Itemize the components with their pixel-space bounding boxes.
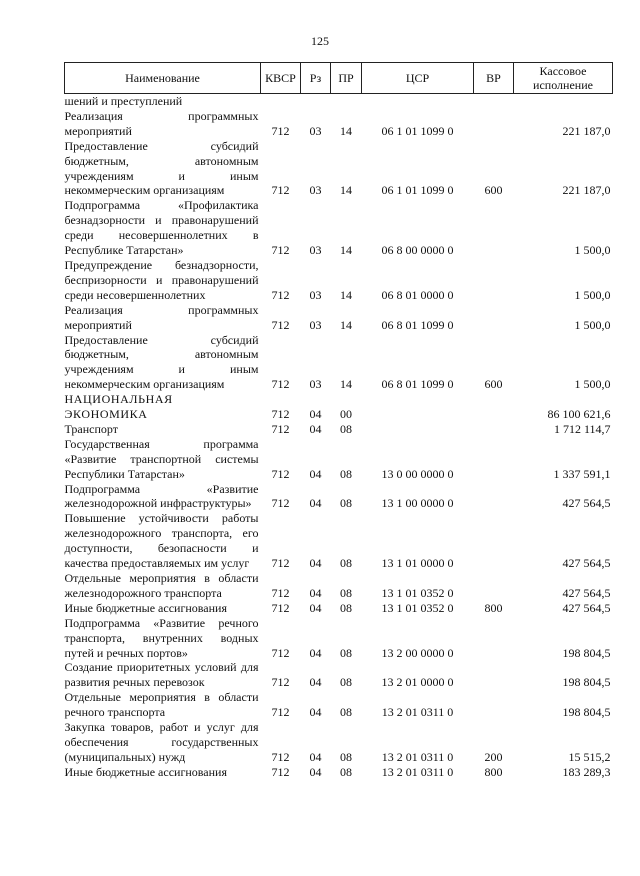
cell-amount: 1 500,0 (574, 287, 611, 302)
cell-vr (474, 303, 514, 333)
cell-amount: 427 564,5 (562, 496, 611, 511)
cell-pr: 14 (340, 123, 352, 138)
cell-amount (514, 94, 613, 109)
table-row (65, 422, 613, 437)
cell-rz: 03 (309, 123, 322, 138)
cell-vr (474, 392, 514, 422)
cell-csr (362, 94, 474, 109)
cell-csr: 06 8 01 0000 0 (381, 287, 454, 302)
cell-pr: 08 (340, 705, 352, 720)
cell-amount: 221 187,0 (562, 183, 611, 198)
table-row (65, 690, 613, 720)
cell-name: Создание приоритетных условий для развития речных перевозок (64, 660, 259, 690)
cell-kvsr: 712 (271, 600, 290, 615)
cell-vr (474, 660, 514, 690)
table-row (65, 392, 613, 422)
cell-amount: 198 804,5 (562, 645, 611, 660)
cell-vr (474, 422, 514, 437)
table-row (65, 437, 613, 482)
cell-rz: 04 (309, 705, 322, 720)
cell-csr: 06 8 01 1099 0 (381, 377, 454, 392)
table-header (65, 63, 613, 94)
cell-csr: 13 1 01 0352 0 (381, 585, 454, 600)
cell-kvsr (261, 94, 301, 109)
cell-name: Закупка товаров, работ и услуг для обеспечения государственных (муниципальных) нужд (64, 720, 259, 764)
cell-kvsr: 712 (271, 243, 290, 258)
cell-vr: 800 (484, 764, 503, 779)
table-row (65, 765, 613, 780)
cell-kvsr: 712 (271, 645, 290, 660)
cell-name: Транспорт (64, 421, 118, 436)
header-kvsr: КВСР (261, 63, 301, 94)
cell-amount: 198 804,5 (562, 705, 611, 720)
cell-csr: 13 2 00 0000 0 (381, 645, 454, 660)
cell-rz: 03 (309, 243, 322, 258)
table-row (65, 258, 613, 303)
cell-csr: 13 2 01 0311 0 (381, 705, 454, 720)
table-row (65, 303, 613, 333)
cell-vr (474, 616, 514, 661)
cell-pr: 08 (340, 585, 352, 600)
cell-name: Подпрограмма «Развитие речного транспорта, внутренних водных путей и речных портов» (64, 615, 259, 660)
cell-name: Подпрограмма «Профилактика безнадзорности и правонарушений среди несовершеннолетних в Республике Татарстан» (64, 198, 259, 258)
header-execution-line2: исполнение (533, 78, 593, 92)
cell-amount: 427 564,5 (562, 585, 611, 600)
cell-vr (474, 109, 514, 139)
cell-vr (474, 482, 514, 512)
cell-amount: 1 500,0 (574, 243, 611, 258)
cell-rz (301, 94, 331, 109)
cell-vr: 600 (484, 183, 503, 198)
cell-pr: 08 (340, 556, 352, 571)
cell-csr (362, 392, 474, 422)
cell-name: Реализация программных мероприятий (64, 302, 259, 332)
cell-vr: 200 (484, 749, 503, 764)
cell-rz: 04 (309, 600, 322, 615)
cell-amount: 1 712 114,7 (553, 421, 611, 436)
cell-kvsr: 712 (271, 183, 290, 198)
cell-csr: 13 2 01 0000 0 (381, 675, 454, 690)
cell-kvsr: 712 (271, 675, 290, 690)
cell-csr: 13 1 01 0352 0 (381, 600, 454, 615)
cell-pr: 00 (340, 407, 352, 422)
cell-csr: 06 8 00 0000 0 (381, 243, 454, 258)
cell-csr (362, 422, 474, 437)
cell-rz: 04 (309, 556, 322, 571)
table-row (65, 511, 613, 571)
header-csr: ЦСР (362, 63, 474, 94)
cell-pr: 14 (340, 183, 352, 198)
cell-kvsr: 712 (271, 705, 290, 720)
cell-name: Предоставление субсидий бюджетным, автономным учреждениям и иным некоммерческим организациям (64, 332, 259, 392)
cell-name: НАЦИОНАЛЬНАЯ ЭКОНОМИКА (64, 392, 173, 422)
cell-rz: 03 (309, 317, 322, 332)
header-execution (514, 63, 613, 94)
page-number: 125 (311, 34, 329, 48)
table-row (65, 198, 613, 258)
header-execution-line1: Кассовое (539, 64, 587, 78)
cell-pr: 14 (340, 317, 352, 332)
cell-kvsr: 712 (271, 585, 290, 600)
cell-rz: 04 (309, 496, 322, 511)
cell-csr: 13 0 00 0000 0 (381, 466, 454, 481)
table-row (65, 333, 613, 393)
cell-name: шений и преступлений (64, 94, 183, 108)
cell-kvsr: 712 (271, 466, 290, 481)
cell-amount: 198 804,5 (562, 675, 611, 690)
cell-pr: 14 (340, 377, 352, 392)
cell-vr (474, 437, 514, 482)
cell-kvsr: 712 (271, 123, 290, 138)
cell-vr (474, 690, 514, 720)
cell-amount: 15 515,2 (568, 749, 611, 764)
cell-kvsr: 712 (271, 407, 290, 422)
cell-csr: 06 1 01 1099 0 (381, 123, 454, 138)
cell-pr: 08 (340, 421, 352, 436)
cell-amount: 221 187,0 (562, 123, 611, 138)
cell-rz: 03 (309, 377, 322, 392)
cell-vr (474, 94, 514, 109)
cell-name: Отдельные мероприятия в области речного транспорта (64, 690, 259, 720)
table-row (65, 601, 613, 616)
budget-execution-table (64, 62, 613, 780)
cell-csr: 13 2 01 0311 0 (381, 764, 454, 779)
table-row (65, 616, 613, 661)
cell-pr: 08 (340, 764, 352, 779)
cell-vr: 600 (484, 377, 503, 392)
table-row (65, 94, 613, 109)
cell-name: Государственная программа «Развитие транспортной системы Республики Татарстан» (64, 436, 259, 481)
cell-name: Реализация программных мероприятий (64, 108, 259, 138)
cell-name: Иные бюджетные ассигнования (64, 764, 227, 779)
cell-amount: 1 500,0 (574, 377, 611, 392)
cell-pr: 08 (340, 496, 352, 511)
cell-vr (474, 571, 514, 601)
cell-kvsr: 712 (271, 496, 290, 511)
header-rz: Рз (301, 63, 331, 94)
header-name: Наименование (65, 63, 261, 94)
table-row (65, 720, 613, 765)
cell-rz: 04 (309, 585, 322, 600)
cell-pr: 08 (340, 600, 352, 615)
table-row (65, 482, 613, 512)
cell-rz: 03 (309, 287, 322, 302)
table-body (65, 94, 613, 780)
cell-pr: 14 (340, 287, 352, 302)
cell-name: Предоставление субсидий бюджетным, автономным учреждениям и иным некоммерческим организациям (64, 138, 259, 198)
cell-pr (331, 94, 362, 109)
table-row (65, 660, 613, 690)
cell-kvsr: 712 (271, 421, 290, 436)
cell-vr: 800 (484, 600, 503, 615)
cell-name: Повышение устойчивости работы железнодорожного транспорта, его доступности, безопасности и качества предоставляемых им услуг (64, 511, 259, 571)
table-row (65, 139, 613, 199)
cell-name: Отдельные мероприятия в области железнодорожного транспорта (64, 571, 259, 600)
header-pr: ПР (331, 63, 362, 94)
cell-kvsr: 712 (271, 317, 290, 332)
cell-csr: 06 8 01 1099 0 (381, 317, 454, 332)
cell-name: Предупреждение безнадзорности, беспризорности и правонарушений среди несовершеннолетних (64, 257, 259, 302)
cell-csr: 13 1 00 0000 0 (381, 496, 454, 511)
cell-amount: 427 564,5 (562, 600, 611, 615)
cell-amount: 1 500,0 (574, 317, 611, 332)
cell-vr (474, 258, 514, 303)
cell-rz: 04 (309, 466, 322, 481)
cell-amount: 86 100 621,6 (547, 407, 611, 422)
cell-kvsr: 712 (271, 749, 290, 764)
cell-vr (474, 511, 514, 571)
cell-name: Подпрограмма «Развитие железнодорожной инфраструктуры» (64, 481, 259, 511)
cell-kvsr: 712 (271, 764, 290, 779)
table-row (65, 571, 613, 601)
cell-kvsr: 712 (271, 377, 290, 392)
cell-pr: 08 (340, 466, 352, 481)
cell-pr: 08 (340, 749, 352, 764)
cell-rz: 04 (309, 675, 322, 690)
cell-pr: 08 (340, 675, 352, 690)
cell-amount: 183 289,3 (562, 764, 611, 779)
cell-kvsr: 712 (271, 556, 290, 571)
cell-name: Иные бюджетные ассигнования (64, 600, 227, 615)
table-row (65, 109, 613, 139)
cell-pr: 14 (340, 243, 352, 258)
cell-rz: 04 (309, 645, 322, 660)
cell-pr: 08 (340, 645, 352, 660)
cell-csr: 13 2 01 0311 0 (381, 749, 454, 764)
cell-rz: 03 (309, 183, 322, 198)
cell-rz: 04 (309, 421, 322, 436)
cell-amount: 427 564,5 (562, 556, 611, 571)
cell-vr (474, 198, 514, 258)
header-vr: ВР (474, 63, 514, 94)
cell-rz: 04 (309, 749, 322, 764)
cell-csr: 06 1 01 1099 0 (381, 183, 454, 198)
cell-rz: 04 (309, 764, 322, 779)
cell-rz: 04 (309, 407, 322, 422)
cell-kvsr: 712 (271, 287, 290, 302)
cell-csr: 13 1 01 0000 0 (381, 556, 454, 571)
cell-amount: 1 337 591,1 (553, 466, 611, 481)
